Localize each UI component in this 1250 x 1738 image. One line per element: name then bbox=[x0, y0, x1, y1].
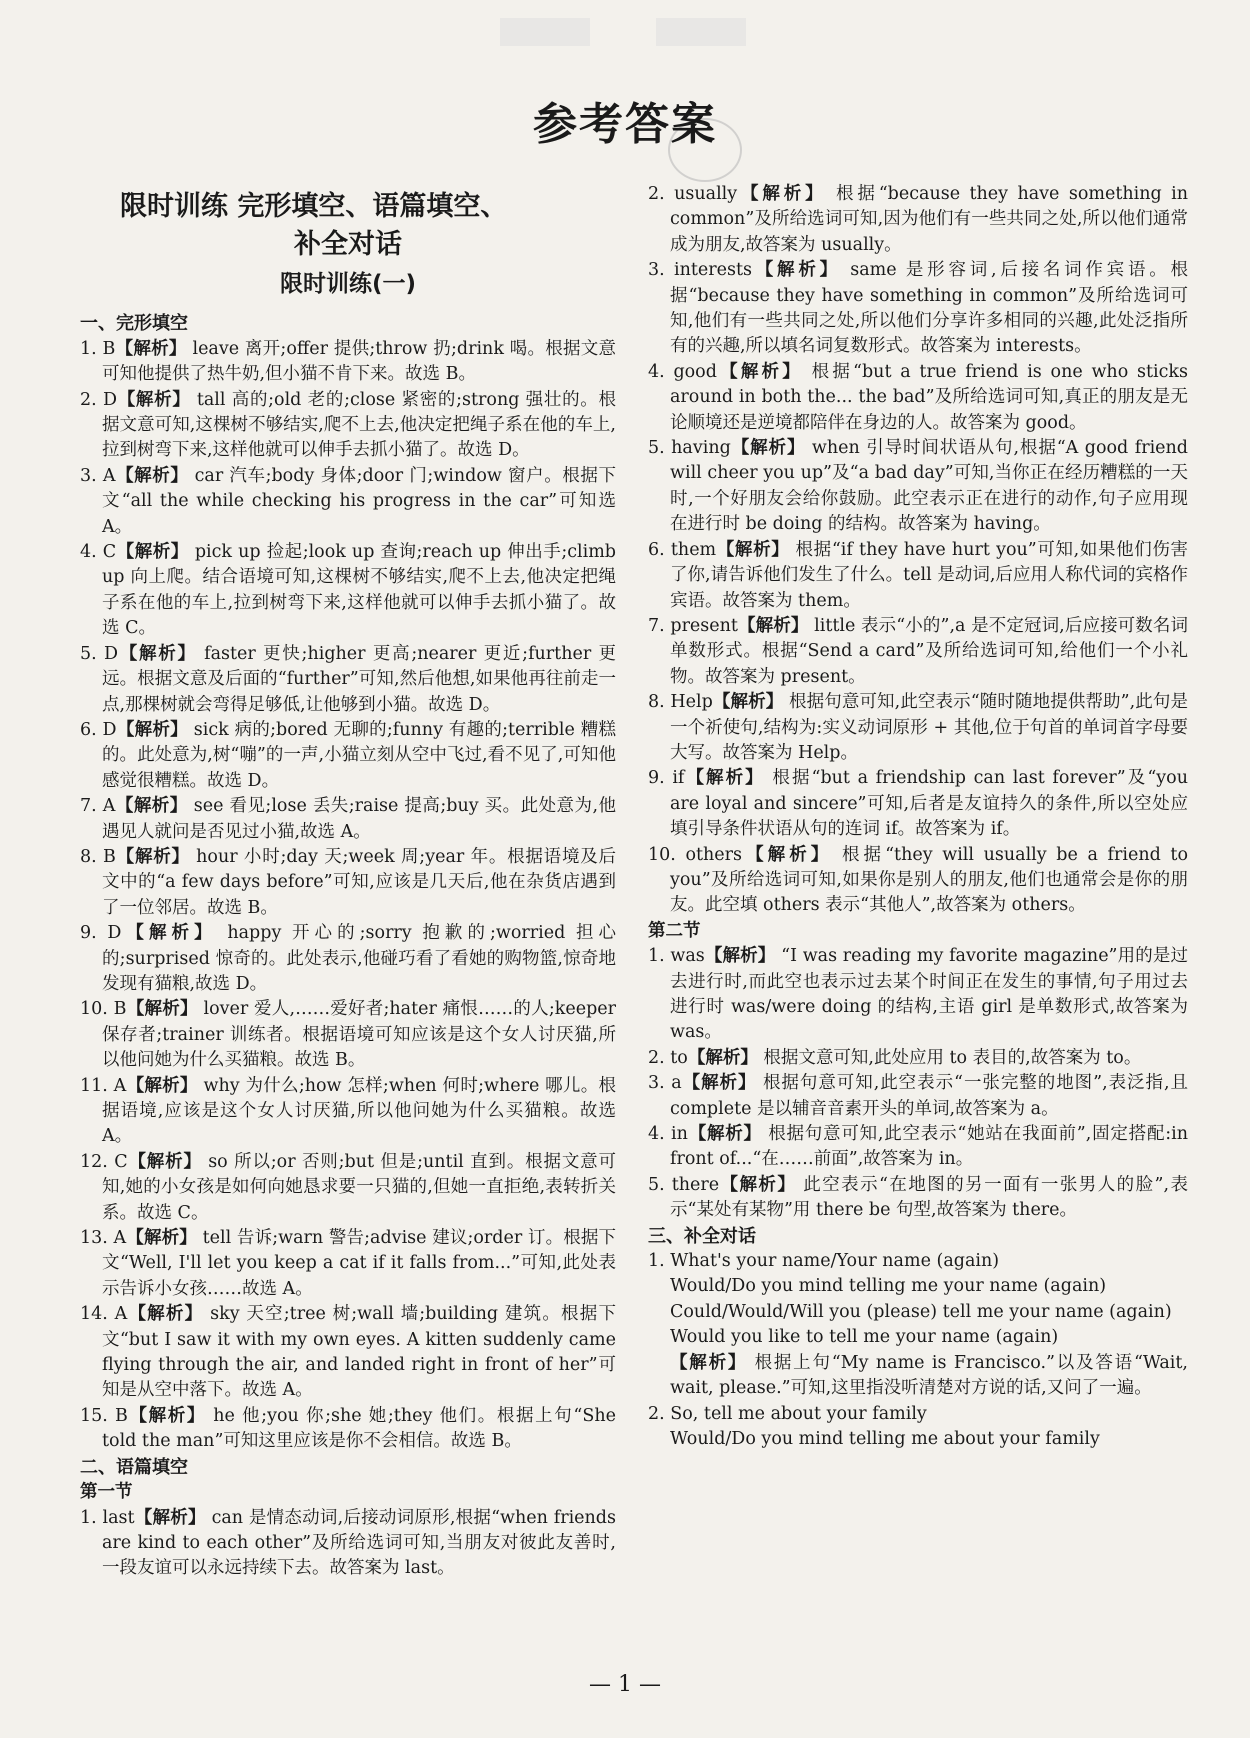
answer-key: 12. C bbox=[80, 1151, 128, 1172]
sub-title: 限时训练(一) bbox=[279, 271, 417, 297]
answer-key: 2. to bbox=[648, 1047, 688, 1068]
analysis-tag: 【解析】 bbox=[737, 615, 809, 636]
answer-key: 6. them bbox=[648, 539, 717, 560]
analysis-tag: 【解析】 bbox=[730, 438, 806, 459]
analysis-tag: 【解析】 bbox=[115, 846, 190, 867]
answer-item bbox=[80, 1226, 616, 1302]
analysis-tag: 【解析】 bbox=[127, 1151, 202, 1172]
answer-item bbox=[648, 944, 1188, 1046]
answer-item bbox=[648, 1046, 1188, 1071]
passage1-left-list bbox=[80, 1506, 616, 1582]
answer-key: 5. having bbox=[648, 438, 731, 459]
answer-key: 3. interests bbox=[648, 260, 753, 281]
answer-key: 9. if bbox=[648, 768, 685, 789]
answer-item bbox=[80, 642, 616, 718]
answer-key: 13. A bbox=[80, 1228, 127, 1249]
answer-item bbox=[648, 766, 1188, 842]
answer-item bbox=[80, 1302, 616, 1404]
analysis-tag: 【解析】 bbox=[115, 465, 189, 486]
passage1-right-list bbox=[648, 182, 1188, 919]
dialog-heading: 三、补全对话 bbox=[648, 1225, 756, 1247]
dialog-answer-list bbox=[648, 1249, 1188, 1452]
analysis-tag: 【解析】 bbox=[115, 796, 188, 817]
analysis-tag: 【解析】 bbox=[716, 539, 790, 560]
top-smudge-right bbox=[656, 18, 746, 46]
analysis-tag: 【解析】 bbox=[126, 999, 198, 1020]
analysis-text: 根据“if they have hurt you”可知,如果他们伤害了你,请告诉他们发生了什么。tell 是动词,后应用人称代词的宾格作宾语。故答案为 them。 bbox=[670, 539, 1189, 611]
answer-key: 5. there bbox=[648, 1174, 720, 1195]
analysis-text: tall 高的;old 老的;close 紧密的;strong 强壮的。根据文意可知,这棵树不够结实,爬不上去,他决定把绳子系在他的车上,拉到树弯下来,这样他就可以伸手去抓小猫了。故选 D。 bbox=[102, 389, 617, 461]
analysis-tag: 【解析】 bbox=[134, 1507, 206, 1528]
analysis-tag: 【解析】 bbox=[121, 923, 217, 944]
answer-key: 3. a bbox=[648, 1073, 682, 1094]
analysis-tag: 【解析】 bbox=[126, 1228, 197, 1249]
analysis-tag: 【解析】 bbox=[716, 361, 803, 382]
page-number: — 1 — bbox=[589, 1672, 661, 1697]
answer-key: 5. D bbox=[80, 643, 119, 664]
answer-key: 2. D bbox=[80, 389, 117, 410]
answer-item bbox=[648, 436, 1188, 538]
analysis-text: 根据上句“My name is Francisco.”以及答语“Wait, wait, please.”可知,这里指没听清楚对方说的话,又问了一遍。 bbox=[670, 1352, 1189, 1399]
analysis-tag: 【解析】 bbox=[116, 719, 188, 740]
analysis-text: 此空表示“在地图的另一面有一张男人的脸”,表示“某处有某物”用 there be 句型,故答案为 there。 bbox=[670, 1174, 1188, 1221]
passage2-list bbox=[648, 944, 1188, 1223]
analysis-text: 根据句意可知,此空表示“她站在我面前”,固定搭配:in front of...“在……前面”,故答案为 in。 bbox=[670, 1124, 1188, 1170]
analysis-text: faster 更快;higher 更高;nearer 更近;further 更远。根据文意及后面的“further”可知,然后他想,如果他再往前走一点,那棵树就会弯得足够低,让他够到小猫。故选 D。 bbox=[102, 643, 617, 715]
dialog-line: 1. What's your name/Your name (again) bbox=[648, 1251, 1000, 1272]
answer-item bbox=[648, 1122, 1188, 1173]
analysis-tag: 【解析】 bbox=[117, 389, 191, 410]
unit-title-line1: 限时训练 完形填空、语篇填空、 bbox=[120, 191, 508, 222]
analysis-text: tell 告诉;warn 警告;advise 建议;order 订。根据下文“Well, I'll let you keep a cat if it falls from...”可知,此处表示告诉小女孩……故选 A。 bbox=[102, 1228, 617, 1299]
answer-item bbox=[648, 538, 1188, 614]
answer-item bbox=[648, 1173, 1188, 1224]
answer-key: 1. was bbox=[648, 946, 705, 967]
answer-key: 8. B bbox=[80, 846, 116, 867]
analysis-tag: 【解析】 bbox=[116, 542, 189, 563]
cloze-answer-list bbox=[80, 337, 616, 1455]
answer-key: 10. others bbox=[648, 844, 743, 865]
answer-item bbox=[80, 1150, 616, 1226]
answer-key: 1. last bbox=[80, 1507, 135, 1528]
analysis-text: he 他;you 你;she 她;they 他们。根据上句“She told the man”可知这里应该是你不会相信。故选 B。 bbox=[102, 1405, 616, 1452]
answer-key: 1. B bbox=[80, 338, 116, 359]
answer-item bbox=[80, 794, 616, 845]
answer-key: 7. A bbox=[80, 796, 116, 817]
answer-item bbox=[80, 718, 616, 794]
analysis-tag: 【解析】 bbox=[687, 1047, 758, 1068]
answer-key: 10. B bbox=[80, 999, 127, 1020]
answer-item bbox=[648, 843, 1188, 919]
analysis-text: leave 离开;offer 提供;throw 扔;drink 喝。根据文意可知他提供了热牛奶,但小猫不肯下来。故选 B。 bbox=[102, 338, 617, 385]
passage-part1-heading: 第一节 bbox=[80, 1482, 133, 1503]
answer-item bbox=[80, 1404, 616, 1455]
analysis-tag: 【解析】 bbox=[127, 1405, 207, 1426]
analysis-text: happy 开心的;sorry 抱歉的;worried 担心的;surprised 惊奇的。此处表示,他碰巧看了看她的购物篮,惊奇地发现有猫粮,故选 D。 bbox=[102, 923, 617, 994]
analysis-text: 根据文意可知,此处应用 to 表目的,故答案为 to。 bbox=[757, 1047, 1142, 1068]
top-smudge-left bbox=[500, 18, 590, 46]
answer-item bbox=[648, 614, 1188, 690]
answer-key: 7. present bbox=[648, 615, 738, 636]
analysis-tag: 【解析】 bbox=[118, 643, 197, 664]
analysis-text: 根据句意可知,此空表示“一张完整的地图”,表泛指,且 complete 是以辅音音素开头的单词,故答案为 a。 bbox=[670, 1073, 1188, 1119]
answer-key: 2. usually bbox=[648, 184, 738, 204]
analysis-text: sky 天空;tree 树;wall 墙;building 建筑。根据下文“but I saw it with my own eyes. A kitten suddenly came flying through the air, and landed right in front of her”可知是从空中落下。故选 A。 bbox=[102, 1304, 616, 1401]
analysis-text: car 汽车;body 身体;door 门;window 窗户。根据下文“all the while checking his progress in the car”可知选 A。 bbox=[102, 465, 616, 537]
answer-key: 15. B bbox=[80, 1405, 128, 1426]
analysis-tag: 【解析】 bbox=[737, 184, 827, 204]
cloze-heading: 一、完形填空 bbox=[80, 313, 188, 335]
right-column bbox=[648, 182, 1188, 1452]
answer-item bbox=[80, 464, 616, 540]
answer-key: 3. A bbox=[80, 465, 116, 486]
analysis-tag: 【解析】 bbox=[704, 946, 776, 967]
left-column bbox=[80, 182, 616, 1582]
analysis-tag: 【解析】 bbox=[687, 1124, 762, 1145]
analysis-tag: 【解析】 bbox=[115, 338, 187, 359]
answer-item bbox=[80, 1074, 616, 1150]
unit-title bbox=[80, 188, 616, 264]
dialog-note bbox=[648, 1351, 1188, 1402]
analysis-tag: 【解析】 bbox=[752, 260, 841, 281]
analysis-text: little 表示“小的”,a 是不定冠词,后应接可数名词单数形式。根据“Send a card”及所给选词可知,给他们一个小礼物。故答案为 present。 bbox=[670, 615, 1188, 687]
answer-item bbox=[80, 540, 616, 642]
answer-key: 14. A bbox=[80, 1304, 128, 1325]
analysis-text: so 所以;or 否则;but 但是;until 直到。根据文意可知,她的小女孩是如何向她恳求要一只猫的,但她一直拒绝,表转折关系。故选 C。 bbox=[102, 1151, 616, 1223]
answer-key: 4. good bbox=[648, 361, 717, 382]
answer-key: 6. D bbox=[80, 719, 117, 740]
answer-item bbox=[648, 690, 1188, 766]
analysis-tag: 【解析】 bbox=[742, 844, 833, 865]
dialog-line: Would/Do you mind telling me about your family bbox=[670, 1428, 1100, 1449]
dialog-line: Could/Would/Will you (please) tell me your name (again) bbox=[670, 1301, 1172, 1322]
answer-item bbox=[648, 182, 1188, 258]
analysis-tag: 【解析】 bbox=[681, 1073, 757, 1094]
analysis-text: when 引导时间状语从句,根据“A good friend will cheer you up”及“a bad day”可知,当你正在经历糟糕的一天时,一个好朋友会给你鼓励。此空表示正在进行的动作,句子应用现在进行时 be doing 的结构。故答案为 having。 bbox=[670, 438, 1189, 535]
answer-key: 8. Help bbox=[648, 692, 713, 713]
analysis-text: can 是情态动词,后接动词原形,根据“when friends are kind to each other”及所给选词可知,当朋友对彼此友善时,一段友谊可以永远持续下去。故答案为 last。 bbox=[102, 1507, 616, 1579]
analysis-text: 根据“but a true friend is one who sticks around in both the... the bad”及所给选词可知,真正的朋友是无论顺境还是逆境都陪伴在身边的人。故答案为 good。 bbox=[670, 361, 1188, 433]
answer-key: 9. D bbox=[80, 923, 122, 944]
analysis-text: lover 爱人,……爱好者;hater 痛恨……的人;keeper 保存者;trainer 训练者。根据语境可知应该是这个女人讨厌猫,所以他问她为什么买猫粮。故选 B。 bbox=[102, 999, 616, 1071]
analysis-tag: 【解析】 bbox=[127, 1304, 204, 1325]
dialog-line: 2. So, tell me about your family bbox=[648, 1403, 927, 1424]
analysis-text: 根据句意可知,此空表示“随时随地提供帮助”,此句是一个祈使句,结构为:实义动词原形 + 其他,位于句首的单词首字母要大写。故答案为 Help。 bbox=[670, 692, 1188, 763]
answer-item bbox=[80, 388, 616, 464]
analysis-tag: 【解析】 bbox=[712, 692, 784, 713]
analysis-text: same 是形容词,后接名词作宾语。根据“because they have something in common”及所给选词可知,他们有一些共同之处,所以他们分享许多相同的兴趣,此处泛指所有的兴趣,所以填名词复数形式。故答案为 interests。 bbox=[670, 260, 1189, 357]
analysis-text: pick up 捡起;look up 查询;reach up 伸出手;climb up 向上爬。结合语境可知,这棵树不够结实,爬不上去,他决定把绳子系在他的车上,拉到树弯下来,这样他就可以伸手去抓小猫了。故选 C。 bbox=[102, 542, 617, 639]
analysis-tag: 【解析】 bbox=[670, 1352, 748, 1373]
answer-key: 4. in bbox=[648, 1124, 688, 1145]
answer-item bbox=[80, 1506, 616, 1582]
analysis-tag: 【解析】 bbox=[719, 1174, 797, 1195]
page-title: 参考答案 bbox=[533, 99, 717, 150]
analysis-text: see 看见;lose 丢失;raise 提高;buy 买。此处意为,他遇见人就问是否见过小猫,故选 A。 bbox=[102, 796, 617, 842]
passage-heading: 二、语篇填空 bbox=[80, 1456, 188, 1478]
answer-item bbox=[80, 337, 616, 388]
analysis-tag: 【解析】 bbox=[684, 768, 765, 789]
analysis-text: sick 病的;bored 无聊的;funny 有趣的;terrible 糟糕的。此处意为,树“嘣”的一声,小猫立刻从空中飞过,看不见了,可知他感觉很糟糕。故选 D。 bbox=[102, 719, 616, 791]
analysis-text: 根据“they will usually be a friend to you”及所给选词可知,如果你是别人的朋友,他们也通常会是你的朋友。此空填 others 表示“其他人”,故答案为 others。 bbox=[670, 844, 1189, 916]
passage-part2-heading: 第二节 bbox=[648, 920, 701, 941]
analysis-tag: 【解析】 bbox=[126, 1075, 198, 1096]
answer-key: 4. C bbox=[80, 542, 117, 563]
answer-item bbox=[648, 360, 1188, 436]
analysis-text: 根据“because they have something in common”及所给选词可知,因为他们有一些共同之处,所以他们通常成为朋友,故答案为 usually。 bbox=[670, 184, 1188, 255]
unit-title-line2: 补全对话 bbox=[294, 229, 402, 260]
answer-item bbox=[648, 258, 1188, 360]
analysis-text: why 为什么;how 怎样;when 何时;where 哪儿。根据语境,应该是这个女人讨厌猫,所以他问她为什么买猫粮。故选 A。 bbox=[102, 1075, 616, 1147]
dialog-line: Would you like to tell me your name (again) bbox=[670, 1327, 1059, 1348]
answer-item bbox=[80, 921, 616, 997]
answer-item bbox=[80, 845, 616, 921]
answer-item bbox=[648, 1071, 1188, 1122]
analysis-text: 根据“but a friendship can last forever”及“you are loyal and sincere”可知,后者是友谊持久的条件,所以空处应填引导条件状语从句的连词 if。故答案为 if。 bbox=[670, 768, 1188, 840]
dialog-line: Would/Do you mind telling me your name (again) bbox=[670, 1276, 1107, 1297]
analysis-text: “I was reading my favorite magazine”用的是过去进行时,而此空也表示过去某个时间正在发生的事情,句子用过去进行时 was/were doing 的结构,主语 girl 是单数形式,故答案为 was。 bbox=[670, 946, 1189, 1043]
analysis-text: hour 小时;day 天;week 周;year 年。根据语境及后文中的“a few days before”可知,应该是几天后,他在杂货店遇到了一位邻居。故选 B。 bbox=[102, 846, 617, 918]
answer-key: 11. A bbox=[80, 1075, 127, 1096]
answer-item bbox=[80, 997, 616, 1073]
